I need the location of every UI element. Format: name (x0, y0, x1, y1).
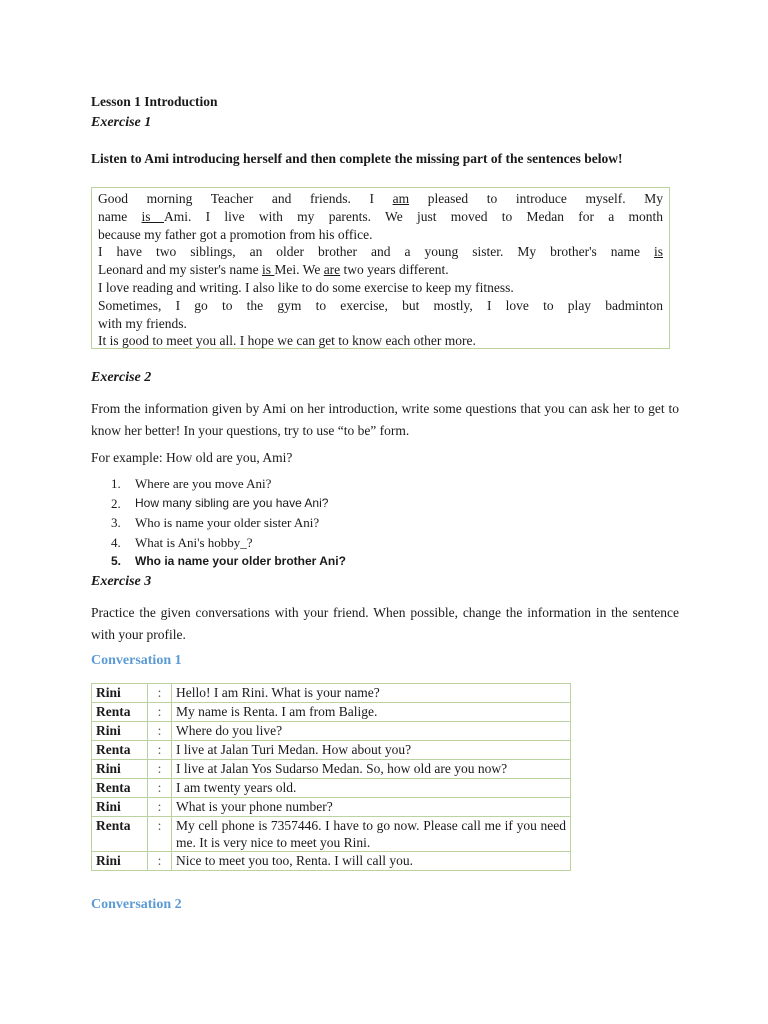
underlined-answer: are (323, 262, 341, 278)
question-text: Who ia name your older brother Ani? (135, 554, 346, 568)
conversation-2-title: Conversation 2 (91, 897, 182, 912)
list-number: 5. (111, 554, 122, 568)
list-number: 2. (111, 495, 121, 511)
passage-text: Good morning Teacher and friends. I (98, 191, 393, 206)
table-row (92, 684, 571, 703)
exercise-2-example: For example: How old are you, Ami? (91, 450, 293, 465)
passage-text: I love reading and writing. I also like to do some exercise to keep my fitness. (98, 279, 514, 295)
underlined-answer: am (392, 191, 410, 206)
dialogue-cell: I am twenty years old. (172, 779, 571, 798)
passage-line (98, 243, 663, 261)
dialogue-cell: What is your phone number? (172, 798, 571, 817)
exercise-3-title: Exercise 3 (91, 574, 152, 589)
speaker-cell: Renta (92, 703, 148, 722)
dialogue-cell: Hello! I am Rini. What is your name? (172, 684, 571, 703)
speaker-cell: Renta (92, 817, 148, 852)
speaker-cell: Renta (92, 779, 148, 798)
passage-box (91, 187, 670, 349)
speaker-cell: Rini (92, 684, 148, 703)
passage-text: Mei. We (274, 262, 324, 278)
dialogue-cell: I live at Jalan Yos Sudarso Medan. So, how old are you now? (172, 760, 571, 779)
colon-cell: : (148, 779, 172, 798)
exercise-1-instruction: Listen to Ami introducing herself and then complete the missing part of the sentences below! (91, 151, 623, 166)
question-text: How many sibling are you have Ani? (135, 495, 329, 510)
question-list (111, 474, 346, 572)
passage-text: because my father got a promotion from his office. (98, 226, 373, 242)
speaker-cell: Rini (92, 722, 148, 741)
underlined-answer: is (262, 262, 275, 278)
list-number: 4. (111, 534, 121, 550)
passage-line (98, 297, 663, 315)
underlined-answer: is (653, 244, 663, 260)
speaker-cell: Renta (92, 741, 148, 760)
list-item (111, 513, 346, 533)
dialogue-cell: Where do you live? (172, 722, 571, 741)
passage-line (98, 190, 663, 208)
table-row (92, 798, 571, 817)
exercise-2-instruction: From the information given by Ami on her introduction, write some questions that you can ask her to get to know her better! In your questions, try to use “to be” form. (91, 401, 679, 438)
passage-text: two years different. (340, 262, 449, 278)
underlined-answer: is (141, 208, 165, 224)
colon-cell: : (148, 817, 172, 852)
list-number: 1. (111, 476, 121, 491)
conversation-1-title: Conversation 1 (91, 653, 182, 668)
list-item (111, 552, 346, 572)
question-text: Where are you move Ani? (135, 476, 272, 491)
colon-cell: : (148, 852, 172, 871)
passage-text: pleased to introduce myself. My (409, 191, 663, 206)
passage-text: with my friends. (98, 315, 187, 331)
colon-cell: : (148, 703, 172, 722)
conversation-1-table (91, 683, 571, 871)
passage-line (98, 279, 663, 297)
exercise-3-instruction: Practice the given conversations with your friend. When possible, change the information in the sentence with your profile. (91, 605, 679, 642)
passage-text: name (98, 208, 142, 224)
passage-line (98, 332, 663, 350)
question-text: Who is name your older sister Ani? (135, 515, 320, 530)
colon-cell: : (148, 760, 172, 779)
list-item (111, 474, 346, 494)
list-item (111, 494, 346, 514)
dialogue-cell: Nice to meet you too, Renta. I will call you. (172, 852, 571, 871)
passage-text: Ami. I live with my parents. We just moved to Medan for a month (164, 208, 663, 224)
table-row (92, 741, 571, 760)
exercise-2-title: Exercise 2 (91, 370, 152, 385)
dialogue-cell: My cell phone is 7357446. I have to go now. Please call me if you need me. It is very nice to meet you Rini. (172, 817, 571, 852)
passage-text: It is good to meet you all. I hope we can get to know each other more. (98, 333, 476, 349)
exercise-1-title: Exercise 1 (91, 115, 152, 130)
colon-cell: : (148, 722, 172, 741)
table-row (92, 703, 571, 722)
list-item (111, 533, 346, 553)
table-row (92, 760, 571, 779)
colon-cell: : (148, 798, 172, 817)
dialogue-cell: I live at Jalan Turi Medan. How about you? (172, 741, 571, 760)
passage-text: Sometimes, I go to the gym to exercise, but mostly, I love to play badminton (98, 297, 663, 313)
passage-text: Leonard and my sister's name (98, 262, 263, 278)
passage-line (98, 315, 663, 333)
speaker-cell: Rini (92, 798, 148, 817)
dialogue-cell: My name is Renta. I am from Balige. (172, 703, 571, 722)
passage-line (98, 226, 663, 244)
question-text: What is Ani's hobby_? (135, 534, 253, 550)
lesson-title: Lesson 1 Introduction (91, 94, 218, 109)
colon-cell: : (148, 741, 172, 760)
passage-line (98, 208, 663, 226)
table-row (92, 779, 571, 798)
colon-cell: : (148, 684, 172, 703)
speaker-cell: Rini (92, 760, 148, 779)
table-row (92, 722, 571, 741)
passage-line (98, 261, 663, 279)
table-row (92, 852, 571, 871)
table-row (92, 817, 571, 852)
list-number: 3. (111, 515, 121, 530)
speaker-cell: Rini (92, 852, 148, 871)
passage-text: I have two siblings, an older brother and a young sister. My brother's name (98, 244, 654, 260)
